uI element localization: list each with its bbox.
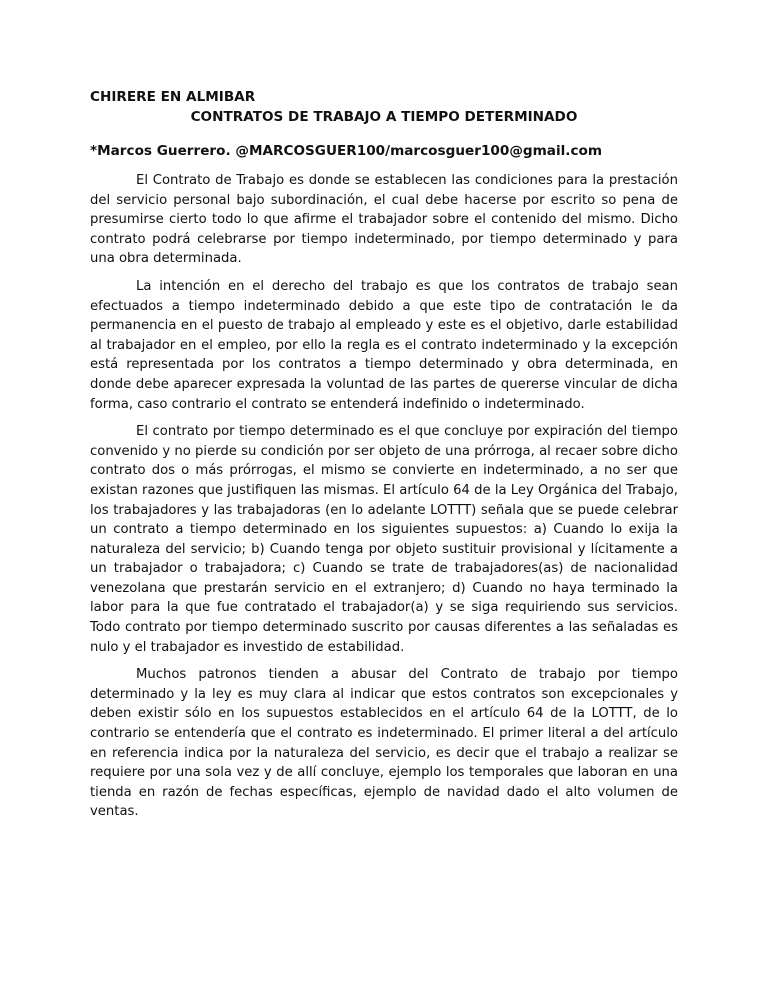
paragraph: El Contrato de Trabajo es donde se establecen las condiciones para la prestación del servicio personal bajo subordinación, el cual debe hacerse por escrito so pena de presumirse cierto todo lo que afirme el trabajador sobre el contenido del mismo. Dicho contrato podrá celebrarse por tiempo indeterminado, por tiempo determinado y para una obra determinada. [90,173,678,267]
document-page [90,88,678,830]
paragraph: La intención en el derecho del trabajo es que los contratos de trabajo sean efectuados a tiempo indeterminado debido a que este tipo de contratación le da permanencia en el puesto de trabajo al empleado y este es el objetivo, darle estabilidad al trabajador en el empleo, por ello la regla es el contrato indeterminado y la excepción está representada por los contratos a tiempo determinado y obra determinada, en donde debe aparecer expresada la voluntad de las partes de quererse vincular de dicha forma, caso contrario el contrato se entenderá indefinido o indeterminado. [90,278,678,412]
paragraph: El contrato por tiempo determinado es el que concluye por expiración del tiempo convenido y no pierde su condición por ser objeto de una prórroga, al recaer sobre dicho contrato dos o más prórrogas, el mismo se convierte en indeterminado, a no ser que existan razones que justifiquen las mismas. El artículo 64 de la Ley Orgánica del Trabajo, los trabajadores y las trabajadoras (en lo adelante LOTTT) señala que se puede celebrar un contrato a tiempo determinado en los siguientes supuestos: a) Cuando lo exija la naturaleza del servicio; b) Cuando tenga por objeto sustituir provisional y lícitamente a un trabajador o trabajadora; c) Cuando se trate de trabajadores(as) de nacionalidad venezolana que prestarán servicio en el extranjero; d) Cuando no haya terminado la labor para la que fue contratado el trabajador(a) y se siga requiriendo sus servicios. Todo contrato por tiempo determinado suscrito por causas diferentes a las señaladas es nulo y el trabajador es investido de estabilidad. [90,424,678,655]
paragraph: Muchos patronos tienden a abusar del Contrato de trabajo por tiempo determinado y la ley es muy clara al indicar que estos contratos son excepcionales y deben existir sólo en los supuestos establecidos en el artículo 64 de la LOTTT, de lo contrario se entendería que el contrato es indeterminado. El primer literal a del artículo en referencia indica por la naturaleza del servicio, es decir que el trabajo a realizar se requiere por una sola vez y de allí concluye, ejemplo los temporales que laboran en una tienda en razón de fechas específicas, ejemplo de navidad dado el alto volumen de ventas. [90,667,678,820]
author-byline: *Marcos Guerrero. @MARCOSGUER100/marcosguer100@gmail.com [90,143,603,159]
document-title: CONTRATOS DE TRABAJO A TIEMPO DETERMINADO [190,109,578,125]
series-title: CHIRERE EN ALMIBAR [90,89,256,105]
article-body [90,171,678,822]
